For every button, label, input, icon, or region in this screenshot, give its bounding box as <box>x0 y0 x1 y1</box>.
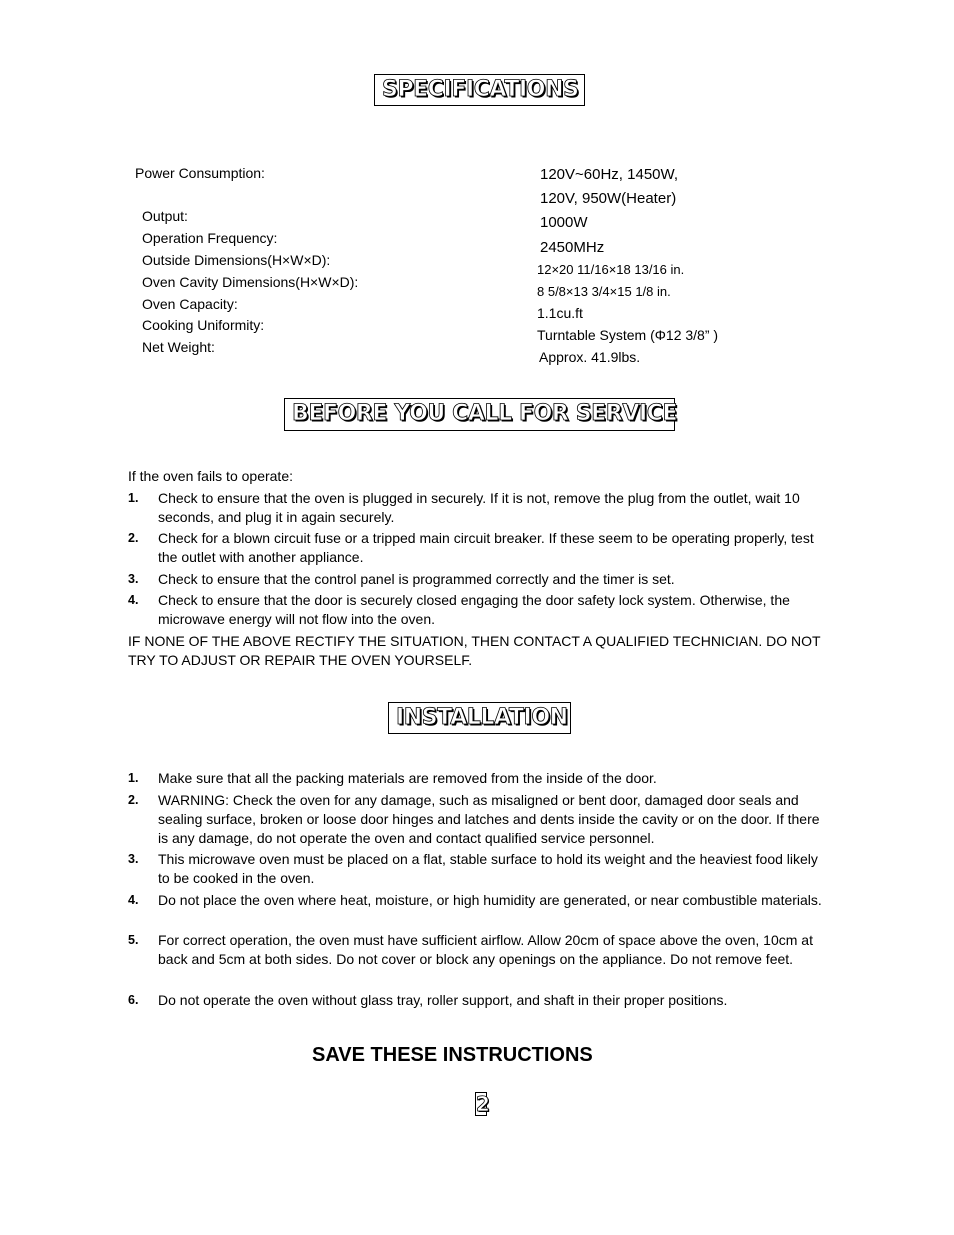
installation-item-2-number: 2. <box>128 793 139 807</box>
service-item-4: Check to ensure that the door is securely closed engaging the door safety lock system. Otherwise, the microwave energy will not flow into the oven. <box>158 592 790 627</box>
service-item-1-number: 1. <box>128 491 139 505</box>
spec-label-power: Power Consumption: <box>135 165 265 181</box>
installation-item-2: WARNING: Check the oven for any damage, such as misaligned or bent door, damaged door seals and sealing surface, broken or loose door hinges and latches and dents inside the cavity or on the door. If there is any damage, do not operate the oven and contact qualified service personnel. <box>158 792 820 846</box>
installation-item-5: For correct operation, the oven must have sufficient airflow. Allow 20cm of space above the oven, 10cm at back and 5cm at both sides. Do not cover or block any openings on the appliance. Do not remove feet. <box>158 932 813 967</box>
spec-value-power-line2: 120V, 950W(Heater) <box>540 190 677 207</box>
installation-heading: INSTALLATION <box>388 702 571 734</box>
installation-item-3: This microwave oven must be placed on a flat, stable surface to hold its weight and the heaviest food likely to be cooked in the oven. <box>158 851 818 886</box>
spec-label-weight: Net Weight: <box>142 339 215 355</box>
service-item-1: Check to ensure that the oven is plugged in securely. If it is not, remove the plug from the outlet, wait 10 seconds, and plug it in again securely. <box>158 490 800 525</box>
spec-value-weight: Approx. 41.9lbs. <box>539 349 641 365</box>
spec-label-cavity-dimensions: Oven Cavity Dimensions(H×W×D): <box>142 274 359 290</box>
service-item-4-number: 4. <box>128 593 139 607</box>
spec-value-output: 1000W <box>540 214 588 231</box>
spec-value-uniformity: Turntable System (Φ12 3/8” ) <box>537 327 719 343</box>
service-item-2: Check for a blown circuit fuse or a tripped main circuit breaker. If these seem to be operating properly, test the outlet with another appliance. <box>158 530 814 565</box>
spec-label-uniformity: Cooking Uniformity: <box>142 317 265 333</box>
installation-item-1: Make sure that all the packing materials are removed from the inside of the door. <box>158 770 657 786</box>
spec-label-capacity: Oven Capacity: <box>142 296 238 312</box>
spec-label-outside-dimensions: Outside Dimensions(H×W×D): <box>142 252 331 268</box>
service-intro: If the oven fails to operate: <box>128 468 293 484</box>
spec-label-frequency: Operation Frequency: <box>142 230 278 246</box>
page-number: 2 <box>476 1092 490 1116</box>
service-heading: BEFORE YOU CALL FOR SERVICE <box>284 398 675 431</box>
installation-item-6: Do not operate the oven without glass tray, roller support, and shaft in their proper positions. <box>158 992 728 1008</box>
installation-item-4-number: 4. <box>128 893 139 907</box>
spec-label-output: Output: <box>142 208 188 224</box>
spec-value-outside-dimensions: 12×20 11/16×18 13/16 in. <box>537 262 685 277</box>
service-item-3: Check to ensure that the control panel is programmed correctly and the timer is set. <box>158 571 675 587</box>
installation-item-6-number: 6. <box>128 993 139 1007</box>
service-warning: IF NONE OF THE ABOVE RECTIFY THE SITUATION, THEN CONTACT A QUALIFIED TECHNICIAN. DO NOT TRY TO ADJUST OR REPAIR THE OVEN YOURSELF. <box>128 633 821 668</box>
spec-value-frequency: 2450MHz <box>540 239 605 256</box>
save-instructions-note: SAVE THESE INSTRUCTIONS <box>312 1044 593 1066</box>
installation-item-5-number: 5. <box>128 933 139 947</box>
service-item-2-number: 2. <box>128 531 139 545</box>
specifications-heading: SPECIFICATIONS <box>374 74 585 106</box>
installation-item-4: Do not place the oven where heat, moisture, or high humidity are generated, or near combustible materials. <box>158 892 822 908</box>
installation-item-1-number: 1. <box>128 771 139 785</box>
spec-value-capacity: 1.1cu.ft <box>537 305 583 321</box>
installation-item-3-number: 3. <box>128 852 139 866</box>
spec-value-power-line1: 120V~60Hz, 1450W, <box>540 166 679 183</box>
spec-value-cavity-dimensions: 8 5/8×13 3/4×15 1/8 in. <box>537 284 671 299</box>
service-item-3-number: 3. <box>128 572 139 586</box>
